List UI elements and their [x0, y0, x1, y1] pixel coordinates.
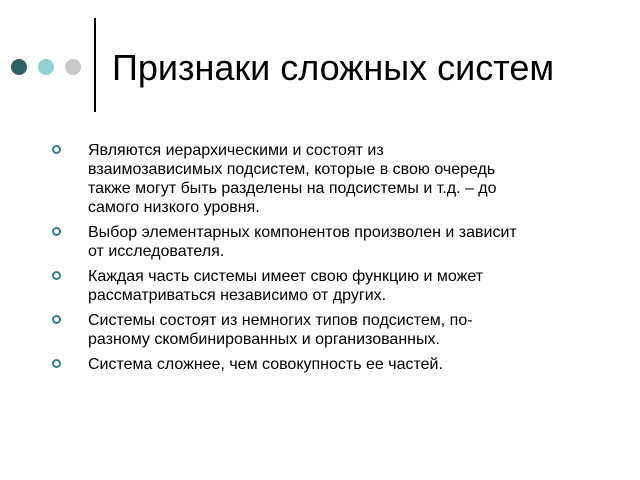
- dot-dark: [11, 59, 27, 75]
- bullet-line: рассматриваться независимо от других.: [88, 287, 387, 304]
- bullet-item: [50, 267, 610, 305]
- bullet-line: Выбор элементарных компонентов произволен и зависит: [88, 224, 517, 241]
- dot-gray: [65, 59, 81, 75]
- bullet-ring-icon: [52, 271, 61, 280]
- bullet-ring-icon: [52, 359, 61, 368]
- bullet-ring-icon: [52, 145, 61, 154]
- slide-title: Признаки сложных систем: [112, 47, 555, 88]
- bullet-ring-icon: [52, 315, 61, 324]
- bullet-item: [50, 223, 610, 261]
- bullet-list: [50, 141, 610, 380]
- bullet-line: Являются иерархическими и состоят из: [88, 142, 384, 159]
- dot-light: [38, 59, 54, 75]
- title-divider: [94, 18, 96, 112]
- bullet-line: разному скомбинированных и организованных.: [88, 331, 440, 348]
- bullet-item: [50, 355, 610, 374]
- bullet-line: от исследователя.: [88, 243, 225, 260]
- bullet-line: Системы состоят из немногих типов подсистем, по-: [88, 312, 473, 329]
- bullet-item: [50, 141, 610, 217]
- bullet-line: Каждая часть системы имеет свою функцию и может: [88, 268, 484, 285]
- bullet-line: также могут быть разделены на подсистемы и т.д. – до: [88, 180, 497, 197]
- bullet-line: самого низкого уровня.: [88, 199, 260, 216]
- bullet-line: Система сложнее, чем совокупность ее частей.: [88, 356, 443, 373]
- bullet-line: взаимозависимых подсистем, которые в свою очередь: [88, 161, 496, 178]
- decorative-dots: [11, 59, 81, 75]
- bullet-ring-icon: [52, 227, 61, 236]
- bullet-item: [50, 311, 610, 349]
